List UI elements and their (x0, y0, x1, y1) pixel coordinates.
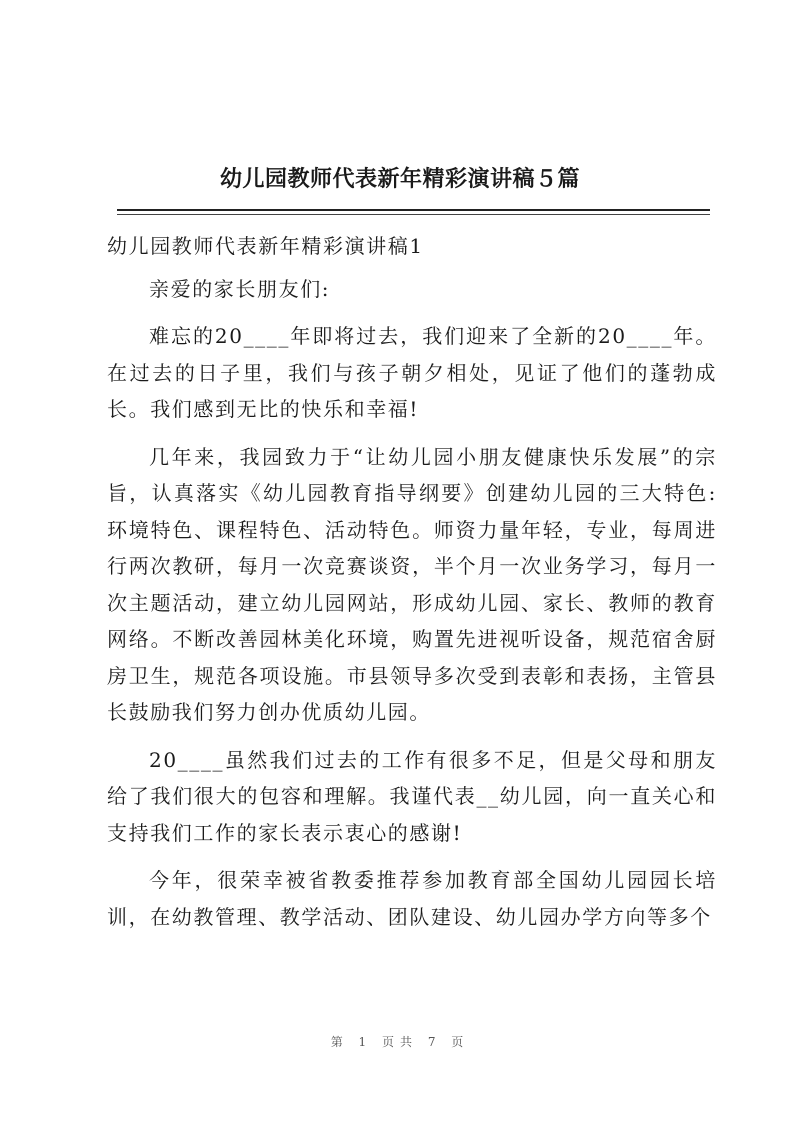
section-heading: 幼儿园教师代表新年精彩演讲稿1 (107, 234, 424, 258)
paragraph: 20____虽然我们过去的工作有很多不足，但是父母和朋友给了我们很大的包容和理解。我谨代表__幼儿园，向一直关心和支持我们工作的家长表示衷心的感谢! (107, 747, 717, 845)
page-number-footer: 第 1 页共 7 页 (330, 1035, 470, 1049)
title-rule-thick (117, 209, 710, 211)
title-rule-thin (117, 214, 710, 215)
paragraph: 难忘的20____年即将过去，我们迎来了全新的20____年。在过去的日子里，我们与孩子朝夕相处，见证了他们的蓬勃成长。我们感到无比的快乐和幸福! (107, 324, 717, 421)
paragraph-greeting: 亲爱的家长朋友们: (149, 276, 331, 301)
document-body (107, 228, 717, 935)
document-title: 幼儿园教师代表新年精彩演讲稿５篇 (219, 166, 580, 192)
paragraph: 几年来，我园致力于“让幼儿园小朋友健康快乐发展”的宗旨，认真落实《幼儿园教育指导纲要》创建幼儿园的三大特色:环境特色、课程特色、活动特色。师资力量年轻，专业，每周进行两次教研，每月一次竞赛谈资，半个月一次业务学习，每月一次主题活动，建立幼儿园网站，形成幼儿园、家长、教师的教育网络。不断改善园林美化环境，购置先进视听设备，规范宿舍厨房卫生，规范各项设施。市县领导多次受到表彰和表扬，主管县长鼓励我们努力创办优质幼儿园。 (107, 444, 717, 724)
paragraph: 今年，很荣幸被省教委推荐参加教育部全国幼儿园园长培训，在幼教管理、教学活动、团队建设、幼儿园办学方向等多个 (107, 868, 717, 929)
